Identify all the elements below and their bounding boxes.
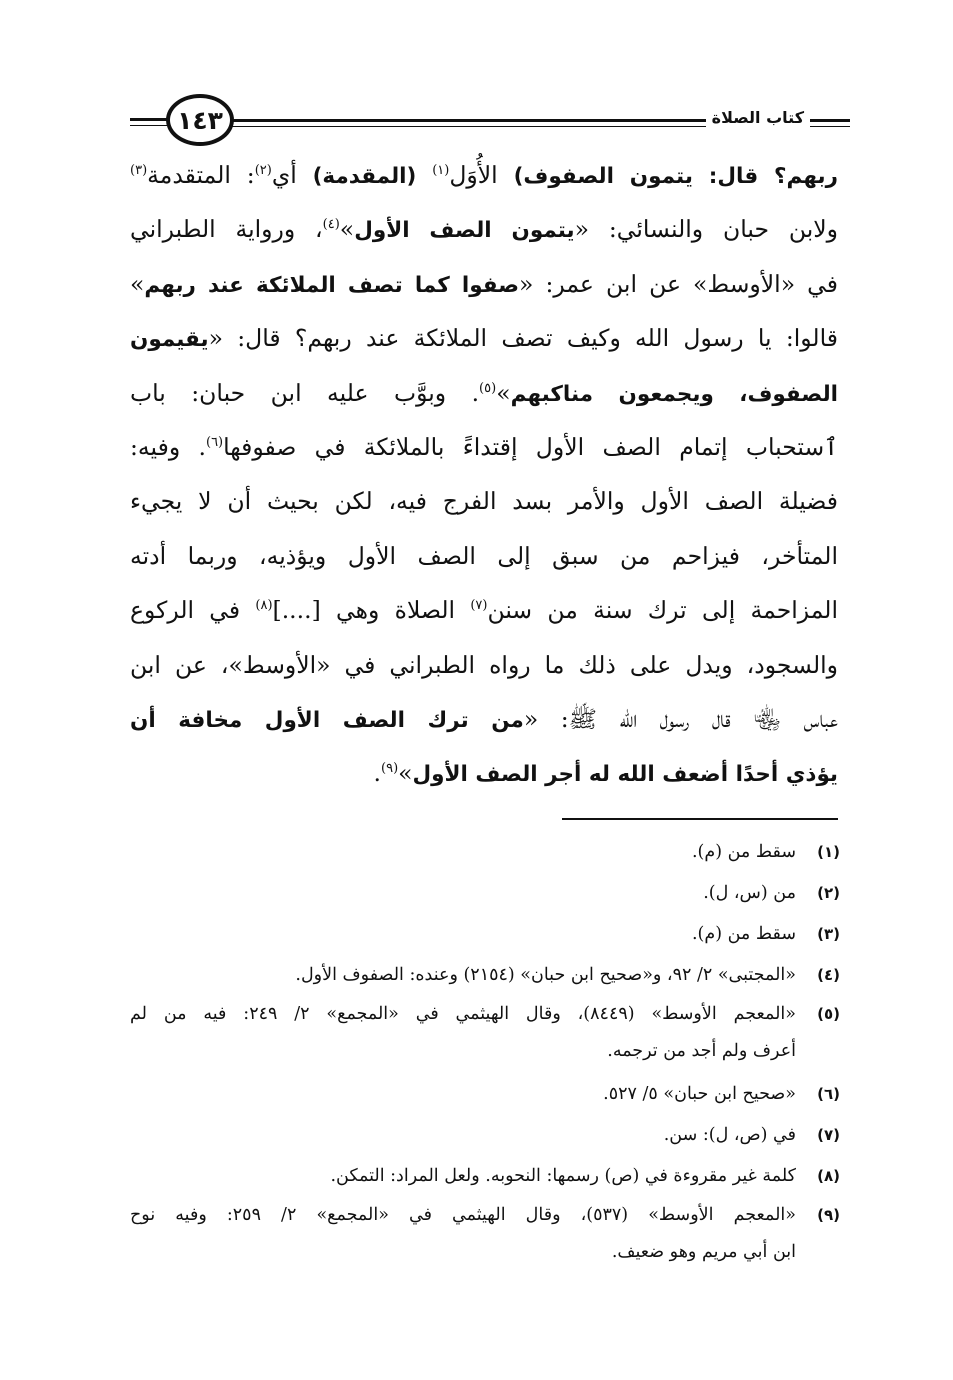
footnote-number: (٤) <box>817 966 840 984</box>
body-line <box>130 202 838 256</box>
quoted-text: الصفوف، ويجمعون مناكبهم <box>510 381 838 407</box>
footnote-reference: (٨) <box>255 598 273 614</box>
footnote-number: (٦) <box>817 1085 840 1103</box>
quoted-text: ربهم؟ قال: يتمون الصفوف) <box>513 164 838 189</box>
quoted-text: يقيمون <box>130 327 209 353</box>
footnote-reference: (٦) <box>205 435 224 451</box>
footnote-item <box>130 996 840 1070</box>
footnote-line: «صحيح ابن حبان» ٥/ ٥٢٧. <box>603 1084 796 1104</box>
body-line <box>130 366 838 420</box>
body-text-segment: فضيلة الصف الأول والأمر بسد الفرج فيه، لكن بحيث أن لا يجيء <box>130 487 838 516</box>
footnote-item <box>130 1156 840 1197</box>
running-title: كتاب الصلاة <box>706 108 810 127</box>
header-rule-left-top <box>130 118 170 121</box>
body-line <box>130 692 838 746</box>
body-line <box>130 529 838 583</box>
footnote-line: «المجتبى» ٢/ ٩٢، و«صحيح ابن حبان» (٢١٥٤) وعنده: الصفوف الأول. <box>295 965 796 985</box>
body-text-segment: : المتقدمة <box>147 161 255 189</box>
footnote-line: كلمة غير مقروءة في (ص) رسمها: النحوبه. ولعل المراد: التمكن. <box>330 1166 796 1186</box>
body-text-segment: عباس ﵄ قال رسول الله ﷺ: « <box>523 704 838 733</box>
footnote-reference: (٤) <box>322 217 340 233</box>
footnote-text <box>130 914 796 955</box>
footnote-reference: (٣) <box>130 163 148 179</box>
footnote-line: سقط من (م). <box>691 924 796 944</box>
footnote-number: (٨) <box>817 1167 840 1185</box>
footnote-line: أعرف ولم أجد من ترجمه. <box>607 1041 796 1061</box>
body-text-segment: والسجود، ويدل على ذلك ما رواه الطبراني في «الأوسط»، عن ابن <box>130 650 838 679</box>
page-number: ١٤٣ <box>177 105 223 135</box>
body-line <box>130 420 838 474</box>
footnote-text <box>130 1156 796 1197</box>
footnote-number: (٩) <box>817 1206 840 1224</box>
footnote-line: ابن أبي مريم وهو ضعيف. <box>611 1242 796 1262</box>
page-header <box>130 92 850 152</box>
footnote-text <box>130 1074 796 1115</box>
footnotes <box>130 832 840 1275</box>
body-text-segment: ٱستحباب إتمام الصف الأول إقتداءً بالملائكة في صفوفها <box>223 432 838 461</box>
body-text-segment: ، ورواية الطبراني <box>130 215 323 244</box>
body-line <box>130 746 838 800</box>
footnote-number: (١) <box>817 843 840 861</box>
footnote-reference: (٥) <box>479 380 497 396</box>
footnote-number: (٧) <box>817 1126 840 1144</box>
page-number-badge <box>166 94 234 146</box>
footnote-line: «المعجم الأوسط» (٨٤٤٩)، وقال الهيثمي في «المجمع» ٢/ ٢٤٩: فيه من لم <box>130 1004 796 1024</box>
quoted-text: (المقدمة) <box>312 164 433 189</box>
body-text-segment: » <box>398 759 413 788</box>
quoted-text: صفوا كما تصف الملائكة عند ربهم <box>144 272 519 298</box>
footnote-separator <box>562 818 838 820</box>
footnote-item <box>130 1074 840 1115</box>
footnote-reference: (٩) <box>381 761 399 777</box>
body-text-segment: الأُوَل <box>449 161 514 189</box>
main-text <box>130 148 838 801</box>
body-line <box>130 148 838 202</box>
body-line <box>130 257 838 311</box>
quoted-text: يؤذي أحدًا أضعف الله له أجر الصف الأول <box>412 762 838 788</box>
header-rule-left-bottom <box>130 125 170 126</box>
footnote-text <box>130 873 796 914</box>
footnote-text <box>130 955 796 996</box>
body-text-segment: » <box>496 378 511 407</box>
footnote-item <box>130 873 840 914</box>
footnote-number: (٥) <box>817 1005 840 1023</box>
footnote-line: من (س، ل). <box>703 883 796 903</box>
footnote-item <box>130 1115 840 1156</box>
footnote-text <box>130 996 796 1070</box>
body-text-segment: ولابن حبان والنسائي: « <box>574 215 838 244</box>
body-text-segment: » <box>339 215 355 244</box>
footnote-line: في (ص، ل): سن. <box>663 1125 796 1145</box>
footnote-line: سقط من (م). <box>691 842 796 862</box>
body-line <box>130 311 838 365</box>
footnote-reference: (٧) <box>470 598 488 614</box>
footnote-number: (٣) <box>817 925 840 943</box>
body-line <box>130 474 838 528</box>
footnote-reference: (١) <box>432 163 450 179</box>
quoted-text: يتمون الصف الأول <box>354 218 575 244</box>
body-text-segment: المزاحمة إلى ترك سنة من سنن <box>487 596 838 625</box>
footnote-reference: (٢) <box>254 163 272 179</box>
body-text-segment: في الركوع <box>130 596 256 625</box>
body-text-segment: المتأخر، فيزاحم من سبق إلى الصف الأول ويؤذيه، وربما أدته <box>130 541 838 570</box>
body-text-segment: . <box>373 759 381 788</box>
body-text-segment: قالوا: يا رسول الله وكيف تصف الملائكة عند ربهم؟ قال: « <box>208 324 838 353</box>
footnote-item <box>130 1197 840 1271</box>
quoted-text: من ترك الصف الأول مخافة أن <box>130 707 524 733</box>
body-text-segment: الصلاة وهي [....] <box>272 596 471 625</box>
footnote-item <box>130 955 840 996</box>
footnote-text <box>130 832 796 873</box>
body-text-segment: في «الأوسط» عن ابن عمر: « <box>519 269 838 298</box>
body-text-segment: » <box>130 269 145 298</box>
footnote-line: «المعجم الأوسط» (٥٣٧)، وقال الهيثمي في «المجمع» ٢/ ٢٥٩: وفيه نوح <box>130 1205 796 1225</box>
body-text-segment: أي <box>271 161 313 189</box>
body-text-segment: . وبوَّب عليه ابن حبان: باب <box>130 378 480 407</box>
footnote-number: (٢) <box>817 884 840 902</box>
footnote-text <box>130 1115 796 1156</box>
body-text-segment: . وفيه: <box>130 432 206 461</box>
footnote-item <box>130 914 840 955</box>
footnote-text <box>130 1197 796 1271</box>
footnote-item <box>130 832 840 873</box>
body-line <box>130 583 838 637</box>
body-line <box>130 638 838 692</box>
